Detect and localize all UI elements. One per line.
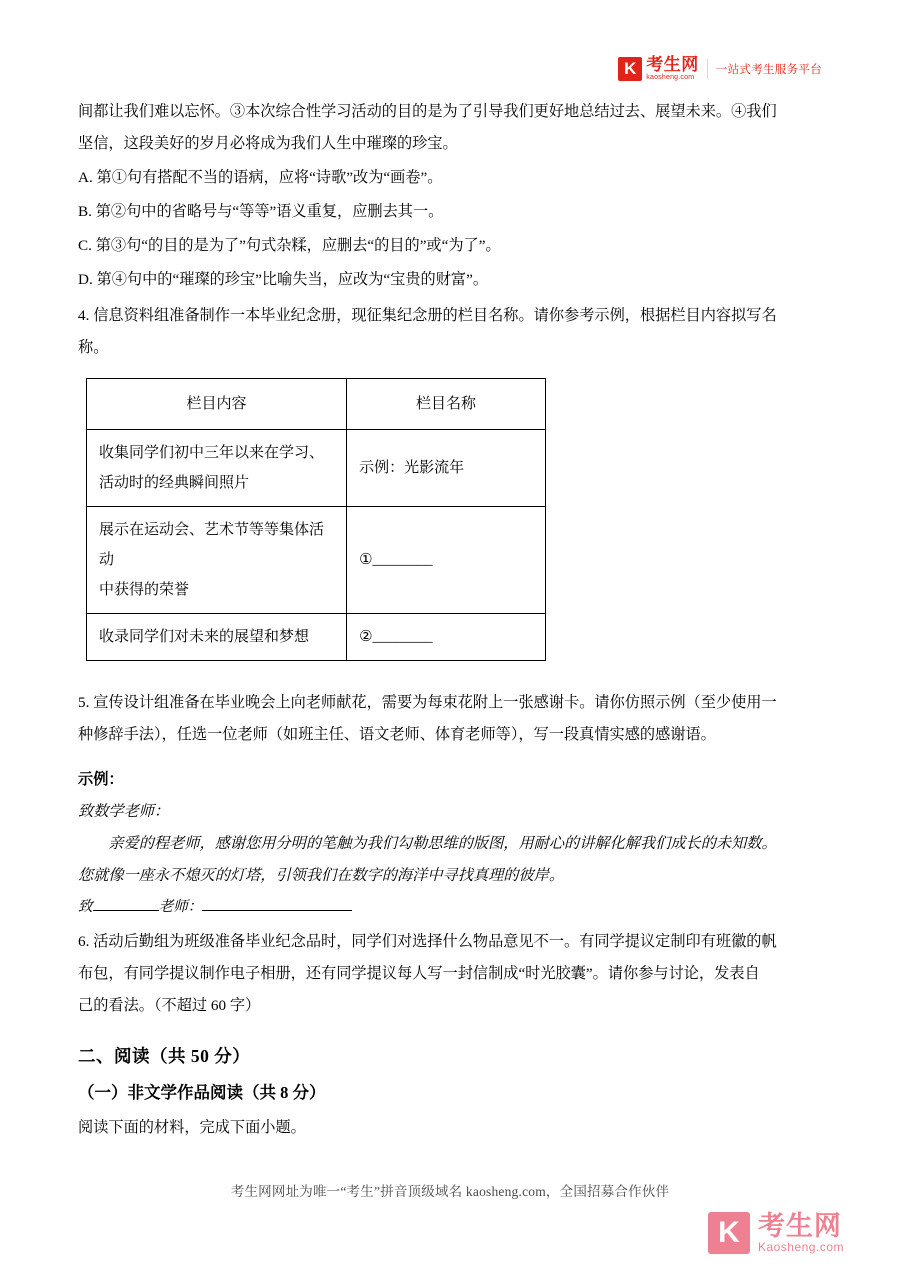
table-cell-name [347,430,546,507]
table-cell-line: ②________ [359,629,433,645]
logo-name-en: kaosheng.com [646,74,695,81]
table-cell-line: 中获得的荣誉 [99,582,190,598]
example-line-1: 致数学老师： [78,802,170,820]
question-5-line-2: 种修辞手法），任选一位老师（如班主任、语文老师、体育老师等），写一段真情实感的感谢语。 [78,726,716,743]
signature-blank-1 [93,910,159,911]
stem-line-2: 坚信，这段美好的岁月必将成为我们人生中璀璨的珍宝。 [78,135,458,152]
example-line-2: 亲爱的程老师，感谢您用分明的笔触为我们勾勒思维的版图，用耐心的讲解化解我们成长的未知数。 [108,834,777,852]
question-4-line-2: 称。 [78,339,109,356]
option-a: A. 第①句有搭配不当的语病，应将“诗歌”改为“画卷”。 [78,169,443,186]
option-b: B. 第②句中的省略号与“等等”语义重复，应删去其一。 [78,203,444,220]
watermark-mark-icon: K [708,1212,750,1254]
page-footer: 考生网网址为唯一“考生”拼音顶级域名 kaosheng.com，全国招募合作伙伴 [230,1184,670,1199]
table-cell-line: 活动时的经典瞬间照片 [99,475,250,491]
option-c: C. 第③句“的目的是为了”句式杂糅，应删去“的目的”或“为了”。 [78,237,501,254]
table-header-name: 栏目名称 [347,379,546,430]
example-block [78,795,822,891]
watermark-text [758,1212,844,1254]
logo-wordmark [646,56,699,82]
logo-mark-icon: K [618,57,642,81]
table-cell-name [347,507,546,614]
example-line-3: 您就像一座永不熄灭的灯塔，引领我们在数字的海洋中寻找真理的彼岸。 [78,866,564,884]
table-cell-content [87,614,347,661]
table-row [87,430,546,507]
logo-divider [707,59,708,79]
signature-blank-2 [202,910,352,911]
site-logo [618,54,822,84]
logo-name-cn: 考生网 [646,55,699,74]
stem-line-1: 间都让我们难以忘怀。③本次综合性学习活动的目的是为了引导我们更好地总结过去、展望未来。④我们 [78,103,777,120]
reading-instruction: 阅读下面的材料，完成下面小题。 [78,1119,306,1136]
watermark [708,1212,844,1254]
document-content [78,96,822,1144]
table-header-content: 栏目内容 [87,379,347,430]
table-cell-line: 示例：光影流年 [359,460,465,476]
option-d: D. 第④句中的“璀璨的珍宝”比喻失当，应改为“宝贵的财富”。 [78,271,489,288]
table-row [87,614,546,661]
table-row [87,507,546,614]
table-cell-name [347,614,546,661]
question-5-line-1: 5. 宣传设计组准备在毕业晚会上向老师献花，需要为每束花附上一张感谢卡。请你仿照示例（至少使用一 [78,694,777,711]
table-cell-content [87,430,347,507]
table-cell-line: 收集同学们初中三年以来在学习、 [99,445,325,461]
question-4-line-1: 4. 信息资料组准备制作一本毕业纪念册，现征集纪念册的栏目名称。请你参考示例，根据栏目内容拟写名 [78,307,777,324]
column-table-wrapper [78,378,822,661]
table-cell-line: 收录同学们对未来的展望和梦想 [99,629,310,645]
question-6-line-3: 己的看法。（不超过 60 字） [78,997,261,1014]
watermark-name-en: Kaosheng.com [757,1240,844,1254]
section-title: 二、阅读（共 50 分） [78,1046,251,1066]
question-6-line-2: 布包，有同学提议制作电子相册，还有同学提议每人写一封信制成“时光胶囊”。请你参与讨论，发表自 [78,965,760,982]
column-table [86,378,546,661]
logo-slogan: 一站式考生服务平台 [715,64,822,76]
watermark-name-cn: 考生网 [757,1211,842,1241]
example-label: 示例： [78,771,124,788]
signature-prefix: 致 [78,898,93,915]
table-cell-line: ①________ [359,552,433,568]
subsection-title: （一）非文学作品阅读（共 8 分） [78,1083,326,1102]
table-cell-content [87,507,347,614]
signature-line [78,891,822,922]
table-cell-line: 展示在运动会、艺术节等等集体活动 [99,522,325,568]
table-header-row [87,379,546,430]
signature-mid: 老师： [158,898,203,915]
question-6-line-1: 6. 活动后勤组为班级准备毕业纪念品时，同学们对选择什么物品意见不一。有同学提议定制印有班徽的帆 [78,933,777,950]
